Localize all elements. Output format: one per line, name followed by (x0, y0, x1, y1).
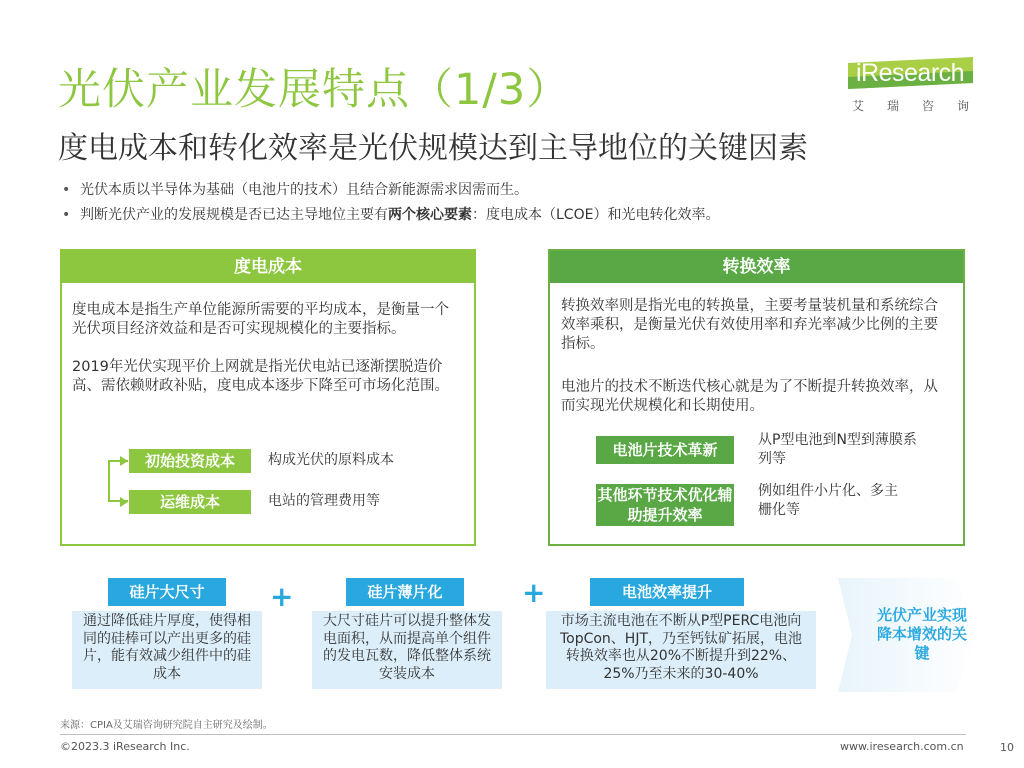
footer-divider (60, 734, 966, 735)
bullet-text: 光伏本质以半导体为基础（电池片的技术）且结合新能源需求因需而生。 (80, 182, 528, 198)
efficiency-paragraph: 转换效率则是指光电的转换量，主要考量装机量和系统综合效率乘积，是衡量光伏有效使用率和弃光率减少比例的主要指标。 (561, 298, 938, 352)
efficiency-heading: 转换效率 (550, 251, 963, 283)
conclusion-text: 光伏产业实现降本增效的关键 (876, 606, 967, 662)
logo-char: 咨 (921, 99, 934, 113)
tag-cell-innovation: 电池片技术革新 (596, 436, 734, 464)
lcoe-paragraph: 2019年光伏实现平价上网就是指光伏电站已逐渐摆脱造价高、需依赖财政补贴，度电成本逐步下降至可市场化范围。 (72, 359, 449, 394)
page-subtitle: 度电成本和转化效率是光伏规模达到主导地位的关键因素 (58, 131, 808, 166)
copyright: ©2023.3 iResearch Inc. (60, 740, 190, 753)
website-link[interactable]: www.iresearch.com.cn (840, 740, 964, 753)
logo-char: 询 (956, 99, 969, 113)
tag-thin-wafer: 硅片薄片化 (346, 578, 464, 606)
bullet-text: ：度电成本（LCOE）和光电转化效率。 (472, 207, 720, 223)
iresearch-logo (848, 57, 973, 117)
bracket-connector (108, 460, 128, 502)
logo-text: iResearch (856, 59, 965, 87)
logo-char: 瑞 (886, 99, 899, 113)
tag-description: 电站的管理费用等 (268, 493, 380, 509)
tag-description: 构成光伏的原料成本 (268, 452, 394, 468)
tag-description: 例如组件小片化、多主栅化等 (758, 483, 898, 518)
tag-large-wafer: 硅片大尺寸 (108, 578, 226, 606)
plus-icon: + (522, 576, 546, 609)
tag-initial-investment: 初始投资成本 (129, 449, 251, 473)
cell-efficiency-desc: 市场主流电池在不断从P型PERC电池向TopCon、HJT，乃至钙钛矿拓展，电池转换效率也从20%不断提升到22%、25%乃至未来的30-40% (546, 611, 816, 689)
page-number: 10 (1000, 741, 1014, 754)
arrow-right-icon (120, 456, 128, 466)
arrow-right-icon (120, 497, 128, 507)
tag-description: 从P型电池到N型到薄膜系列等 (758, 432, 917, 467)
tag-other-optimization: 其他环节技术优化辅助提升效率 (597, 486, 733, 524)
lcoe-paragraph: 度电成本是指生产单位能源所需要的平均成本，是衡量一个光伏项目经济效益和是否可实现规模化的主要指标。 (72, 302, 449, 337)
bullet-text: 判断光伏产业的发展规模是否已达主导地位主要有 (80, 207, 388, 223)
plus-icon: + (270, 580, 294, 613)
page-title: 光伏产业发展特点（1/3） (58, 65, 571, 115)
bullet-bold: 两个核心要素 (388, 207, 472, 223)
source-note: 来源：CPIA及艾瑞咨询研究院自主研究及绘制。 (60, 720, 273, 731)
lcoe-panel (60, 249, 476, 546)
logo-char: 艾 (852, 99, 865, 113)
tag-operation-cost: 运维成本 (129, 490, 251, 514)
bullet-item (62, 205, 719, 230)
bullet-item (62, 180, 719, 205)
large-wafer-desc: 通过降低硅片厚度，使得相同的硅棒可以产出更多的硅片，能有效减少组件中的硅成本 (72, 611, 262, 689)
logo-chinese (848, 97, 973, 114)
intro-bullets (62, 180, 719, 230)
thin-wafer-desc: 大尺寸硅片可以提升整体发电面积，从而提高单个组件的发电瓦数，降低整体系统安装成本 (312, 611, 502, 689)
efficiency-panel (548, 249, 965, 546)
tag-cell-efficiency: 电池效率提升 (590, 578, 744, 606)
efficiency-paragraph: 电池片的技术不断迭代核心就是为了不断提升转换效率，从而实现光伏规模化和长期使用。 (561, 379, 938, 414)
lcoe-heading: 度电成本 (62, 251, 474, 283)
